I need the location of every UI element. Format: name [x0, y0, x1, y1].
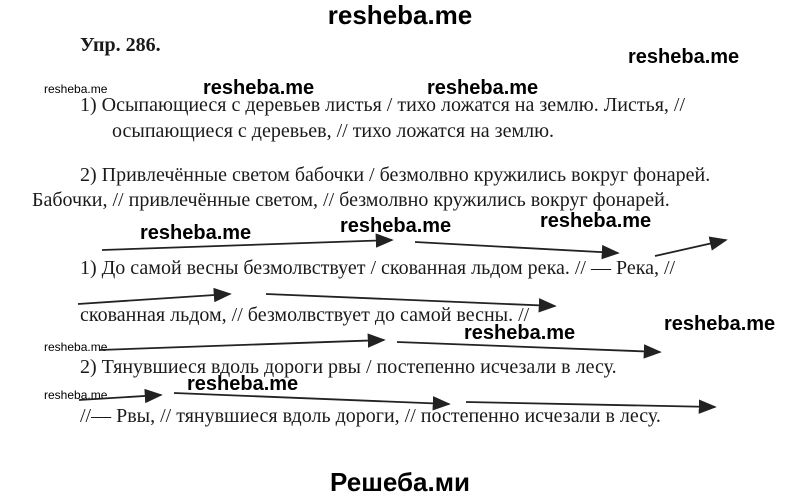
- watermark: resheba.me: [540, 210, 652, 232]
- watermark: resheba.me: [628, 46, 740, 68]
- watermark: resheba.me: [664, 313, 776, 335]
- sentence-line: 2) Тянувшиеся вдоль дороги рвы / постепенно исчезали в лесу.: [80, 356, 617, 378]
- watermark: resheba.me: [203, 77, 315, 99]
- watermark: resheba.me: [340, 215, 452, 237]
- arrow: [99, 340, 384, 350]
- watermark: resheba.me: [427, 77, 539, 99]
- sentence-line: 2) Привлечённые светом бабочки / безмолвно кружились вокруг фонарей.: [80, 164, 711, 186]
- sentence-line: осыпающиеся с деревьев, // тихо ложатся на землю.: [112, 120, 555, 142]
- site-title-header: resheba.me: [327, 0, 473, 30]
- sentence-line: скованная льдом, // безмолвствует до самой весны. //: [80, 304, 530, 326]
- sentence-line: 1) Осыпающиеся с деревьев листья / тихо ложатся на землю. Листья, //: [80, 94, 686, 116]
- site-title-footer: Решеба.ми: [330, 467, 470, 497]
- watermark: resheba.me: [187, 373, 299, 395]
- watermark: resheba.me: [140, 222, 252, 244]
- sentence-line: //— Рвы, // тянувшиеся вдоль дороги, // постепенно исчезали в лесу.: [80, 405, 661, 427]
- watermark-small: resheba.me: [44, 82, 108, 96]
- arrow: [415, 242, 618, 253]
- watermark: resheba.me: [464, 322, 576, 344]
- watermark-small: resheba.me: [44, 340, 108, 354]
- arrow: [655, 240, 726, 256]
- exercise-title: Упр. 286.: [80, 34, 161, 56]
- sentence-line: 1) До самой весны безмолвствует / скованная льдом река. // — Река, //: [80, 257, 676, 279]
- watermark-small: resheba.me: [44, 388, 108, 402]
- sentence-line: Бабочки, // привлечённые светом, // безмолвно кружились вокруг фонарей.: [32, 189, 670, 211]
